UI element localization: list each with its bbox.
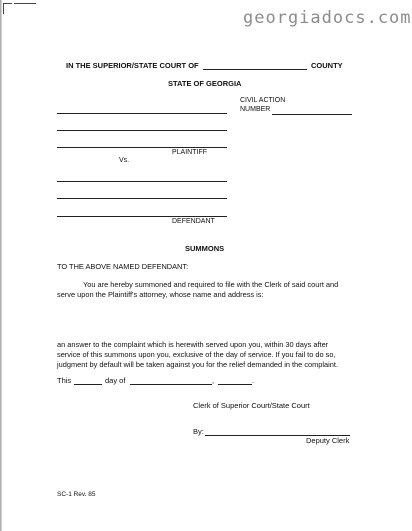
paragraph-2-line-2: service of this summons upon you, exclusive of the day of service. If you fail to do so, [57,350,336,359]
date-this-label: This [57,376,72,385]
court-heading: IN THE SUPERIOR/STATE COURT OF [66,61,199,70]
scan-edge [0,0,2,531]
county-label: COUNTY [311,61,343,70]
defendant-line-3[interactable] [57,216,227,217]
defendant-line-1[interactable] [57,181,227,182]
date-day-of-label: day of [105,376,126,385]
form-number: SC-1 Rev. 85 [57,491,96,498]
defendant-line-2[interactable] [57,198,227,199]
date-day-blank[interactable] [74,384,102,385]
paragraph-1-line-2: serve upon the Plaintiff's attorney, whose name and address is: [57,290,264,299]
civil-action-label: CIVIL ACTION [240,97,286,104]
state-heading: STATE OF GEORGIA [168,79,242,88]
paragraph-1-line-1: You are hereby summoned and required to file with the Clerk of said court and [83,280,339,289]
case-number-label: NUMBER [240,106,271,113]
site-watermark: georgiadocs.com [243,8,412,28]
address-line: TO THE ABOVE NAMED DEFENDANT: [57,262,189,271]
date-period: . [252,376,255,385]
by-label: By: [193,427,204,436]
date-year-blank[interactable] [218,384,252,385]
deputy-clerk-label: Deputy Clerk [306,436,350,445]
summons-title: SUMMONS [185,244,225,253]
plaintiff-line-2[interactable] [57,130,227,131]
corner-bracket-mark [3,3,12,14]
plaintiff-line-3[interactable] [57,147,227,148]
paragraph-2-line-1: an answer to the complaint which is herewith served upon you, within 30 days after [57,340,329,349]
case-number-blank[interactable] [272,114,352,115]
date-month-blank[interactable] [130,384,212,385]
corner-dash-mark [14,3,36,4]
defendant-label: DEFENDANT [172,218,215,225]
plaintiff-label: PLAINTIFF [172,149,208,156]
plaintiff-line-1[interactable] [57,113,227,114]
paragraph-2-line-3: judgment by default will be taken against you for the relief demanded in the complaint. [57,360,339,369]
date-comma: , [212,376,215,385]
county-blank[interactable] [203,69,307,70]
versus-label: Vs. [119,157,130,164]
clerk-title: Clerk of Superior Court/State Court [193,401,310,410]
